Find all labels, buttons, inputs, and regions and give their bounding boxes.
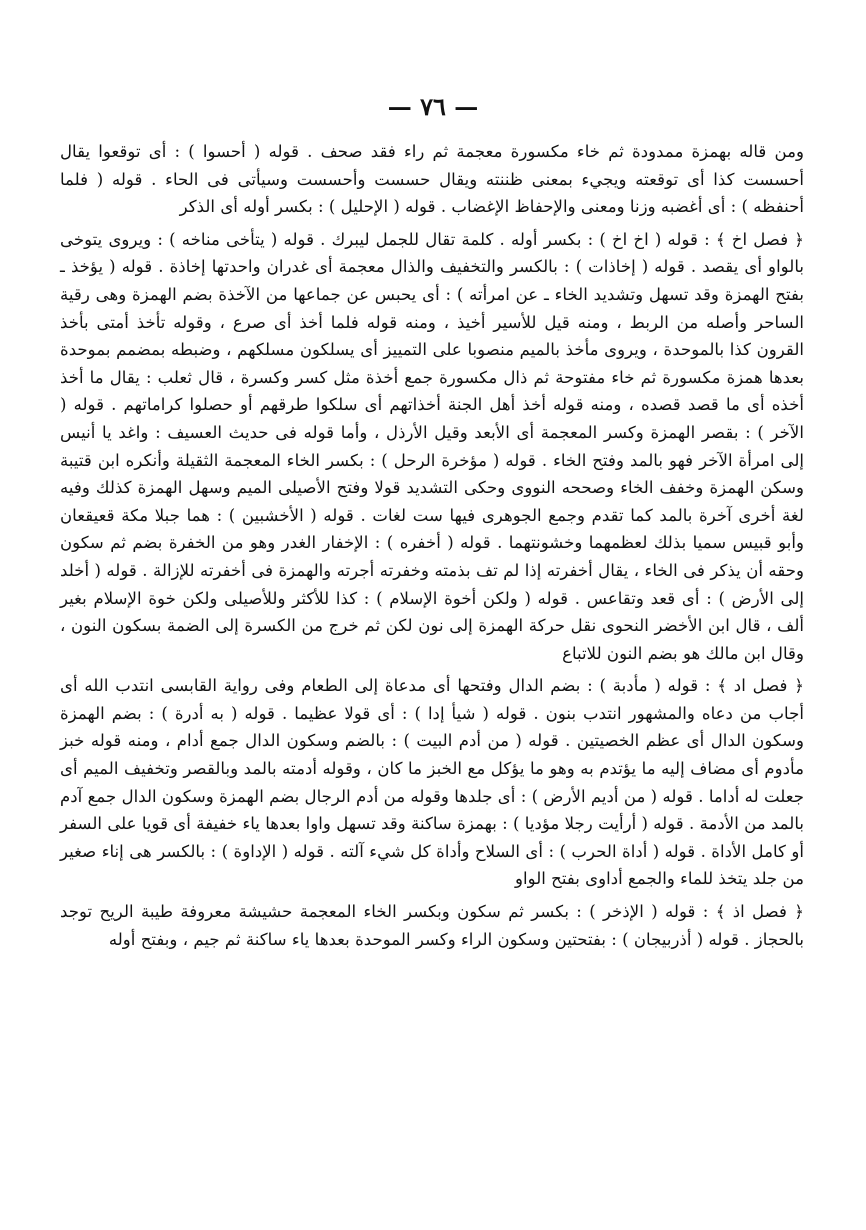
paragraph-fasl-adh: ﴿ فصل اذ ﴾ : قوله ( الإذخر ) : بكسر ثم سكون وبكسر الخاء المعجمة حشيشة معروفة طيبة الريح توجد بالحجاز . قوله ( أذربيجان ) : بفتحتين وسكون الراء وكسر الموحدة بعدها ياء ساكنة ثم جيم ، وبفتح أوله bbox=[60, 902, 804, 949]
paragraph-fasl-ad: ﴿ فصل اد ﴾ : قوله ( مأدبة ) : بضم الدال وفتحها أى مدعاة إلى الطعام وفى رواية القابسى انتدب الله أى أجاب من دعاه والمشهور انتدب بنون . قوله ( شيأ إدا ) : أى قولا عظيما . قوله ( به أدرة ) : بضم الهمزة وسكون الدال أى عظم الخصيتين . قوله ( من أدم البيت ) : بالضم وسكون الدال جمع أدام ، ومنه قوله خبز مأدوم أى مضاف إليه ما يؤتدم به وهو ما يؤكل مع الخبز ما كان ، وقوله أدمته بالمد وبالقصر وتخفيف الميم أى جعلت له أداما . قوله ( من أديم الأرض ) : أى جلدها وقوله من أدم الرجال بضم الهمزة وسكون الدال جمع آدم بالمد من الأدمة . قوله ( أرأيت رجلا مؤديا ) : بهمزة ساكنة وقد تسهل واوا بعدها ياء خفيفة أى قويا على السفر أو كامل الأداة . قوله ( أداة الحرب ) : أى السلاح وأداة كل شيء آلته . قوله ( الإداوة ) : بالكسر هى إناء صغير من جلد يتخذ للماء والجمع أداوى بفتح الواو bbox=[60, 676, 804, 889]
paragraph-fasl-akh: ﴿ فصل اخ ﴾ : قوله ( اخ اخ ) : بكسر أوله . كلمة تقال للجمل ليبرك . قوله ( يتأخى مناخه ) : ويروى يتوخى بالواو أى يقصد . قوله ( إخاذات ) : بالكسر والتخفيف والذال معجمة أى غدران واحدتها إخاذة . قوله ( يؤخذ ـ بفتح الهمزة وقد تسهل وتشديد الخاء ـ عن امرأته ) : أى يحبس عن جماعها من الآخذة بضم الهمزة وهى رقية الساحر وأصله من الربط ، ومنه قيل للأسير أخيذ ، ومنه قوله فلما أخذ أى صرع ، وقوله تأخذ أمتى بأخذ القرون كذا بالموحدة ، ويروى مأخذ بالميم منصوبا على التمييز أى يسلكون مسلكهم ، وضبطه بمضمم بموحدة بعدها همزة مكسورة ثم خاء مفتوحة ثم ذال مكسورة جمع أخذة مثل كسر وكسرة ، قال ثعلب : يقال ما أخذ أخذه أى ما قصد قصده ، ومنه قوله أخذ أهل الجنة أخذاتهم أى سلكوا طرقهم أو حصلوا كراماتهم . قوله ( الآخر ) : بقصر الهمزة وكسر المعجمة أى الأبعد وقيل الأرذل ، وأما قوله فى حديث العسيف : واغد يا أنيس إلى امرأة الآخر فهو بالمد وفتح الخاء . قوله ( مؤخرة الرحل ) : بكسر الخاء المعجمة الثقيلة وأنكره ابن قتيبة وسكن الهمزة وخفف الخاء وصححه النووى وحكى التشديد قولا وفتح الأصيلى الميم وسهل الهمزة كذلك وفيه لغة أخرى آخرة بالمد كما تقدم وجمع الجوهرى فيها ست لغات . قوله ( الأخشبين ) : هما جبلا مكة قعيقعان وأبو قبيس سميا بذلك لعظمهما وخشونتهما . قوله ( أخفره ) : الإخفار الغدر وهو من الخفرة بضم ثم سكون وحقه أن يذكر فى الخاء ، يقال أخفرته إذا لم تف بذمته وخفرته أجرته والهمزة فى أخفرته للإزالة . قوله ( أخلد إلى الأرض ) : أى قعد وتقاعس . قوله ( ولكن أخوة الإسلام ) : كذا للأكثر وللأصيلى ولكن خوة الإسلام بغير ألف ، قال ابن الأخضر النحوى نقل حركة الهمزة إلى نون لكن ثم خرج من الكسرة إلى الضمة بسكون النون ، وقال ابن مالك هو بضم النون للاتباع bbox=[60, 229, 804, 663]
document-body bbox=[60, 138, 804, 958]
paragraph-ahsasa: ومن قاله بهمزة ممدودة ثم خاء مكسورة معجمة ثم راء فقد صحف . قوله ( أحسوا ) : أى توقعوا يقال أحسست كذا أى توقعته ويجيء بمعنى ظننته ويقال حسست وأحسست وسيأتى فى الحاء . قوله ( فلما أحنفظه ) : أى أغضبه وزنا ومعنى والإحفاظ الإغضاب . قوله ( الإحليل ) : بكسر أوله أى الذكر bbox=[60, 142, 805, 217]
page-number: — ٧٦ — bbox=[387, 92, 479, 121]
